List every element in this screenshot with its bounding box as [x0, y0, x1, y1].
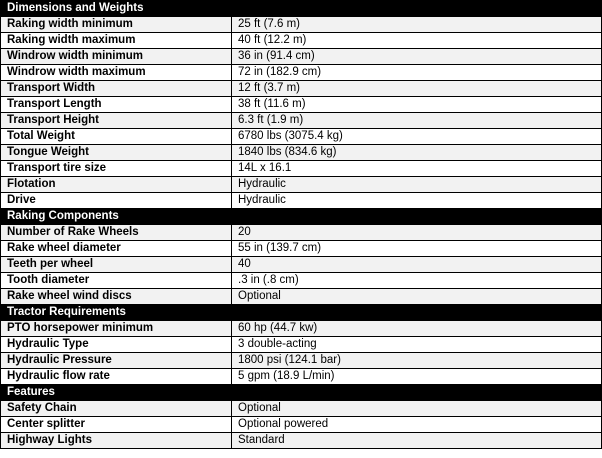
- table-row: [1, 273, 602, 289]
- table-row: [1, 97, 602, 113]
- table-row: [1, 177, 602, 193]
- spec-value: 20: [232, 225, 602, 241]
- spec-value: 55 in (139.7 cm): [232, 241, 602, 257]
- spec-label: Tooth diameter: [1, 273, 232, 289]
- table-row: [1, 337, 602, 353]
- table-row: [1, 161, 602, 177]
- section-header-tractor-requirements: [1, 305, 602, 321]
- spec-label: Total Weight: [1, 129, 232, 145]
- spec-label: Transport Length: [1, 97, 232, 113]
- spec-value: Optional: [232, 289, 602, 305]
- spec-value: 5 gpm (18.9 L/min): [232, 369, 602, 385]
- spec-value: Optional powered: [232, 417, 602, 433]
- spec-label: Rake wheel wind discs: [1, 289, 232, 305]
- spec-label: Rake wheel diameter: [1, 241, 232, 257]
- spec-label: Windrow width maximum: [1, 65, 232, 81]
- spec-label: Teeth per wheel: [1, 257, 232, 273]
- table-row: [1, 49, 602, 65]
- table-row: [1, 369, 602, 385]
- spec-value: Optional: [232, 401, 602, 417]
- section-title: Raking Components: [1, 209, 602, 225]
- spec-value: 12 ft (3.7 m): [232, 81, 602, 97]
- section-header-features: [1, 385, 602, 401]
- spec-value: 25 ft (7.6 m): [232, 17, 602, 33]
- section-title: Features: [1, 385, 602, 401]
- table-row: [1, 225, 602, 241]
- spec-label: Hydraulic Type: [1, 337, 232, 353]
- spec-value: Hydraulic: [232, 177, 602, 193]
- table-row: [1, 289, 602, 305]
- table-row: [1, 145, 602, 161]
- spec-value: 38 ft (11.6 m): [232, 97, 602, 113]
- spec-value: 1800 psi (124.1 bar): [232, 353, 602, 369]
- spec-value: Standard: [232, 433, 602, 449]
- spec-value: 3 double-acting: [232, 337, 602, 353]
- table-row: [1, 241, 602, 257]
- spec-label: Number of Rake Wheels: [1, 225, 232, 241]
- table-row: [1, 417, 602, 433]
- section-title: Tractor Requirements: [1, 305, 602, 321]
- spec-value: 40 ft (12.2 m): [232, 33, 602, 49]
- section-title: Dimensions and Weights: [1, 1, 602, 17]
- spec-label: Windrow width minimum: [1, 49, 232, 65]
- table-row: [1, 401, 602, 417]
- spec-label: Transport tire size: [1, 161, 232, 177]
- spec-label: Drive: [1, 193, 232, 209]
- spec-value: Hydraulic: [232, 193, 602, 209]
- table-row: [1, 33, 602, 49]
- table-row: [1, 433, 602, 449]
- spec-value: 14L x 16.1: [232, 161, 602, 177]
- table-row: [1, 129, 602, 145]
- table-row: [1, 113, 602, 129]
- table-row: [1, 353, 602, 369]
- table-row: [1, 65, 602, 81]
- spec-label: Center splitter: [1, 417, 232, 433]
- table-row: [1, 257, 602, 273]
- spec-value: 36 in (91.4 cm): [232, 49, 602, 65]
- spec-value: .3 in (.8 cm): [232, 273, 602, 289]
- table-row: [1, 81, 602, 97]
- table-row: [1, 17, 602, 33]
- spec-value: 40: [232, 257, 602, 273]
- spec-label: Transport Width: [1, 81, 232, 97]
- table-row: [1, 193, 602, 209]
- spec-label: Hydraulic Pressure: [1, 353, 232, 369]
- spec-label: Raking width minimum: [1, 17, 232, 33]
- spec-value: 60 hp (44.7 kw): [232, 321, 602, 337]
- section-header-raking-components: [1, 209, 602, 225]
- section-header-dimensions-and-weights: [1, 1, 602, 17]
- spec-label: Highway Lights: [1, 433, 232, 449]
- spec-value: 6780 lbs (3075.4 kg): [232, 129, 602, 145]
- spec-label: Tongue Weight: [1, 145, 232, 161]
- spec-label: Flotation: [1, 177, 232, 193]
- spec-value: 1840 lbs (834.6 kg): [232, 145, 602, 161]
- spec-label: PTO horsepower minimum: [1, 321, 232, 337]
- spec-value: 72 in (182.9 cm): [232, 65, 602, 81]
- spec-label: Transport Height: [1, 113, 232, 129]
- spec-label: Hydraulic flow rate: [1, 369, 232, 385]
- spec-label: Safety Chain: [1, 401, 232, 417]
- spec-label: Raking width maximum: [1, 33, 232, 49]
- spec-value: 6.3 ft (1.9 m): [232, 113, 602, 129]
- table-row: [1, 321, 602, 337]
